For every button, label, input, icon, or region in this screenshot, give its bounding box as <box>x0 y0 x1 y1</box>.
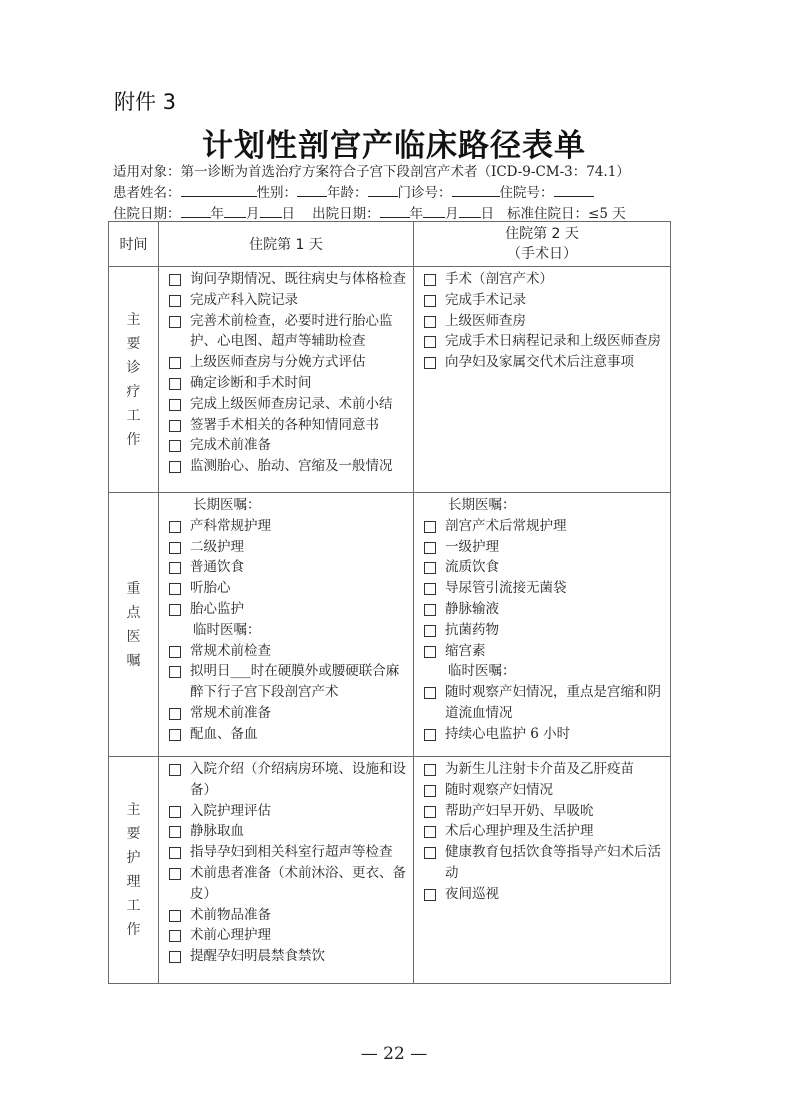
outpatient-field[interactable] <box>452 183 500 197</box>
row-label-char: 嘱 <box>126 652 141 669</box>
checklist-item <box>422 780 664 801</box>
checklist-item-text: 常规术前检查 <box>190 642 271 659</box>
checklist-item-text: 抗菌药物 <box>445 621 499 638</box>
checkbox[interactable] <box>169 847 181 859</box>
checklist-item <box>422 331 664 352</box>
patient-name-field[interactable] <box>181 183 257 197</box>
checkbox[interactable] <box>169 806 181 818</box>
checklist-item-text: 完成手术记录 <box>445 291 526 308</box>
header-time: 时间 <box>109 222 159 267</box>
checkbox[interactable] <box>169 868 181 880</box>
checklist-item <box>167 863 407 905</box>
checklist-item <box>167 703 407 724</box>
checklist-item <box>422 801 664 822</box>
row-label <box>109 493 159 757</box>
checklist-item-text: 随时观察产妇情况，重点是宫缩和阴道流血情况 <box>445 684 661 721</box>
checklist-item <box>422 269 664 290</box>
checkbox[interactable] <box>424 785 436 797</box>
checklist-item-text: 完成产科入院记录 <box>190 291 298 308</box>
table-row-orders <box>109 493 671 757</box>
checklist-item-text: 向孕妇及家属交代术后注意事项 <box>445 354 634 371</box>
row-label-char: 点 <box>126 604 141 621</box>
checklist-item-text: 二级护理 <box>190 538 244 555</box>
orders-subheading: 临时医嘱： <box>193 621 261 638</box>
checklist-item <box>422 821 664 842</box>
row-label-char: 要 <box>126 826 141 842</box>
checkbox[interactable] <box>424 826 436 838</box>
checkbox[interactable] <box>424 729 436 741</box>
checklist-item <box>422 724 664 745</box>
checkbox[interactable] <box>169 604 181 616</box>
checkbox[interactable] <box>169 461 181 473</box>
checkbox[interactable] <box>424 521 436 533</box>
row-label-char: 作 <box>126 431 141 448</box>
row-label <box>109 267 159 493</box>
checklist-item-text: 询问孕期情况、既往病史与体格检查 <box>190 271 406 287</box>
checklist-item-text: 完成术前准备 <box>190 437 271 454</box>
checklist-item <box>167 290 407 311</box>
checklist-item-text: 配血、备血 <box>190 725 258 742</box>
checklist-item <box>167 435 407 456</box>
scope-line <box>113 160 630 180</box>
checklist-item-text: 签署手术相关的各种知情同意书 <box>190 416 379 433</box>
checkbox[interactable] <box>424 316 436 328</box>
row-label-char: 工 <box>126 898 141 914</box>
day2-cell <box>414 493 671 757</box>
month-unit: 月 <box>246 206 260 222</box>
row-label-char: 疗 <box>126 383 141 400</box>
row-label-char: 医 <box>126 628 141 645</box>
checkbox[interactable] <box>169 440 181 452</box>
year-unit: 年 <box>210 206 224 222</box>
checkbox[interactable] <box>169 521 181 533</box>
clinical-pathway-table <box>108 221 671 984</box>
checklist-item <box>422 599 664 620</box>
checklist-item-text: 普通饮食 <box>190 559 244 576</box>
checklist-item <box>167 842 407 863</box>
checkbox[interactable] <box>169 357 181 369</box>
checklist-item <box>422 884 664 905</box>
day-unit: 日 <box>281 206 295 222</box>
checklist-item-text: 胎心监护 <box>190 600 244 617</box>
standard-stay-value: ≤5 天 <box>588 206 626 222</box>
checkbox[interactable] <box>169 646 181 658</box>
scope-label: 适用对象： <box>113 164 181 180</box>
checkbox[interactable] <box>424 357 436 369</box>
checklist-item-text: 术后心理护理及生活护理 <box>445 823 594 840</box>
day1-cell <box>159 267 414 493</box>
table-row-nursing <box>109 757 671 984</box>
checklist-item-text: 完成上级医师查房记录、术前小结 <box>190 395 393 412</box>
month-unit: 月 <box>445 206 459 222</box>
checkbox[interactable] <box>169 399 181 411</box>
discharge-day-field[interactable] <box>459 204 481 218</box>
checklist-item-text: 术前患者准备（术前沐浴、更衣、备皮） <box>190 864 406 902</box>
checklist-item-text: 完成手术日病程记录和上级医师查房 <box>445 333 661 350</box>
checklist-item-text: 监测胎心、胎动、宫缩及一般情况 <box>190 458 393 475</box>
page-number: — 22 — <box>360 1044 428 1064</box>
checkbox[interactable] <box>424 764 436 776</box>
checklist-item <box>422 311 664 332</box>
checklist-item-text: 拟明日___时在硬膜外或腰硬联合麻醉下行子宫下段剖宫产术 <box>190 663 400 701</box>
checklist-item-text: 产科常规护理 <box>190 517 271 534</box>
checkbox[interactable] <box>169 420 181 432</box>
age-field[interactable] <box>368 183 398 197</box>
checklist-item <box>167 456 407 477</box>
checklist-item-text: 确定诊断和手术时间 <box>190 374 312 391</box>
checkbox[interactable] <box>169 378 181 390</box>
checkbox[interactable] <box>424 847 436 859</box>
checklist-item <box>167 801 407 822</box>
checkbox[interactable] <box>169 951 181 963</box>
checklist-item <box>167 661 407 703</box>
admit-year-field[interactable] <box>181 204 211 218</box>
checklist-item-text: 上级医师查房 <box>445 312 526 329</box>
checkbox[interactable] <box>424 336 436 348</box>
year-unit: 年 <box>409 206 424 222</box>
row-label-char: 理 <box>126 874 141 890</box>
checkbox[interactable] <box>169 930 181 942</box>
checkbox[interactable] <box>169 295 181 307</box>
checkbox[interactable] <box>169 562 181 574</box>
row-label-char: 护 <box>126 850 141 866</box>
checkbox[interactable] <box>424 295 436 307</box>
checkbox[interactable] <box>424 806 436 818</box>
checklist-item <box>167 724 407 745</box>
checklist-item-text: 一级护理 <box>445 538 499 555</box>
age-label: 年龄： <box>327 185 368 201</box>
checklist-item <box>422 516 664 537</box>
page-title: 计划性剖宫产临床路径表单 <box>202 128 586 164</box>
checklist-item-text: 术前物品准备 <box>190 906 271 923</box>
row-label-char: 主 <box>126 311 141 328</box>
day2-cell <box>414 757 671 984</box>
checklist-item-text: 持续心电监护 6 小时 <box>445 725 571 742</box>
checklist-item-text: 静脉输液 <box>445 600 499 617</box>
orders-subheading: 临时医嘱： <box>448 663 516 680</box>
row-label-char: 作 <box>126 922 141 938</box>
checklist-item <box>422 842 664 884</box>
checklist-item <box>167 394 407 415</box>
checkbox[interactable] <box>424 889 436 901</box>
checklist-item <box>167 269 407 290</box>
checkbox[interactable] <box>169 316 181 328</box>
checklist-item <box>167 821 407 842</box>
checklist-item-text: 健康教育包括饮食等指导产妇术后活动 <box>445 844 661 881</box>
checkbox[interactable] <box>169 666 181 678</box>
checklist-item <box>167 415 407 436</box>
header-day1: 住院第 1 天 <box>159 222 414 267</box>
orders-subheading: 长期医嘱： <box>193 497 261 513</box>
admit-day-field[interactable] <box>260 204 282 218</box>
day2-cell <box>414 267 671 493</box>
admit-month-field[interactable] <box>224 204 246 218</box>
checklist-item <box>167 641 407 662</box>
checkbox[interactable] <box>424 625 436 637</box>
checklist-item-text: 缩宫素 <box>445 642 486 659</box>
checkbox[interactable] <box>169 910 181 922</box>
checklist-item <box>167 373 407 394</box>
checklist-item <box>167 759 407 801</box>
checkbox[interactable] <box>169 764 181 776</box>
checkbox[interactable] <box>169 583 181 595</box>
row-label-char: 要 <box>126 335 141 352</box>
discharge-month-field[interactable] <box>423 204 445 218</box>
checklist-item <box>422 352 664 373</box>
checklist-item-text: 手术（剖宫产术） <box>445 271 553 287</box>
checkbox[interactable] <box>424 604 436 616</box>
checklist-item-text: 夜间巡视 <box>445 885 499 902</box>
dates-line <box>113 202 626 222</box>
checklist-item <box>167 925 407 946</box>
row-label-char: 工 <box>126 407 141 424</box>
checkbox[interactable] <box>424 274 436 286</box>
checklist-item-text: 随时观察产妇情况 <box>445 781 553 798</box>
checklist-item <box>167 352 407 373</box>
checklist-item-text: 导尿管引流接无菌袋 <box>445 580 567 597</box>
attachment-label: 附件 3 <box>114 90 177 114</box>
standard-stay-label: 标准住院日： <box>507 206 589 222</box>
header-day2 <box>414 222 671 267</box>
row-label-char: 诊 <box>126 359 141 376</box>
checkbox[interactable] <box>424 583 436 595</box>
checklist-item-text: 入院介绍（介绍病房环境、设施和设备） <box>190 761 406 798</box>
row-label-char: 重 <box>126 580 141 597</box>
day1-cell <box>159 493 414 757</box>
checklist-item-text: 帮助产妇早开奶、早吸吮 <box>445 802 594 819</box>
row-label-char: 主 <box>126 802 141 818</box>
checklist-item-text: 为新生儿注射卡介苗及乙肝疫苗 <box>445 761 634 777</box>
discharge-date-label: 出院日期： <box>312 206 380 222</box>
scope-text: 第一诊断为首选治疗方案符合子宫下段剖宫产术者（ICD-9-CM-3：74.1） <box>180 164 630 180</box>
header-day2-subtitle: （手术日） <box>507 246 577 262</box>
checklist-item <box>167 946 407 967</box>
checklist-item <box>167 905 407 926</box>
table-header-row <box>109 222 671 267</box>
row-label <box>109 757 159 984</box>
checklist-item-text: 提醒孕妇明晨禁食禁饮 <box>190 948 325 965</box>
checkbox[interactable] <box>424 687 436 699</box>
checklist-item-text: 指导孕妇到相关科室行超声等检查 <box>190 844 393 861</box>
checklist-item <box>167 311 407 353</box>
inpatient-field[interactable] <box>554 183 594 197</box>
checklist-item <box>167 557 407 578</box>
checklist-item-text: 术前心理护理 <box>190 927 271 944</box>
checklist-item-text: 听胎心 <box>190 580 231 597</box>
checklist-item <box>167 599 407 620</box>
day-unit: 日 <box>480 206 495 222</box>
sex-label: 性别： <box>256 185 297 201</box>
checklist-item <box>167 516 407 537</box>
checkbox[interactable] <box>169 542 181 554</box>
checklist-item-text: 流质饮食 <box>445 559 499 576</box>
checklist-item <box>422 759 664 780</box>
checkbox[interactable] <box>169 708 181 720</box>
checkbox[interactable] <box>169 274 181 286</box>
checklist-item <box>167 578 407 599</box>
outpatient-label: 门诊号： <box>397 185 452 201</box>
checklist-item-text: 常规术前准备 <box>190 704 271 721</box>
checklist-item-text: 完善术前检查，必要时进行胎心监护、心电图、超声等辅助检查 <box>190 312 393 350</box>
orders-subheading: 长期医嘱： <box>448 497 516 513</box>
checkbox[interactable] <box>424 646 436 658</box>
checkbox[interactable] <box>424 542 436 554</box>
checklist-item <box>422 620 664 641</box>
table-row-diagnosis <box>109 267 671 493</box>
inpatient-label: 住院号： <box>499 185 554 201</box>
checklist-item-text: 上级医师查房与分娩方式评估 <box>190 354 366 371</box>
checklist-item <box>167 537 407 558</box>
checklist-item-text: 静脉取血 <box>190 823 244 840</box>
checklist-item <box>422 557 664 578</box>
checkbox[interactable] <box>169 729 181 741</box>
checklist-item <box>422 537 664 558</box>
checklist-item <box>422 290 664 311</box>
checklist-item <box>422 682 664 724</box>
checklist-item-text: 剖宫产术后常规护理 <box>445 517 567 534</box>
patient-name-label: 患者姓名： <box>113 185 181 201</box>
day1-cell <box>159 757 414 984</box>
header-day2-title: 住院第 2 天 <box>505 226 579 242</box>
checkbox[interactable] <box>169 826 181 838</box>
patient-info-line <box>113 181 594 201</box>
checklist-item <box>422 578 664 599</box>
checkbox[interactable] <box>424 562 436 574</box>
checklist-item <box>422 641 664 662</box>
checklist-item-text: 入院护理评估 <box>190 802 271 819</box>
admit-date-label: 住院日期： <box>113 206 181 222</box>
sex-field[interactable] <box>297 183 327 197</box>
discharge-year-field[interactable] <box>380 204 410 218</box>
